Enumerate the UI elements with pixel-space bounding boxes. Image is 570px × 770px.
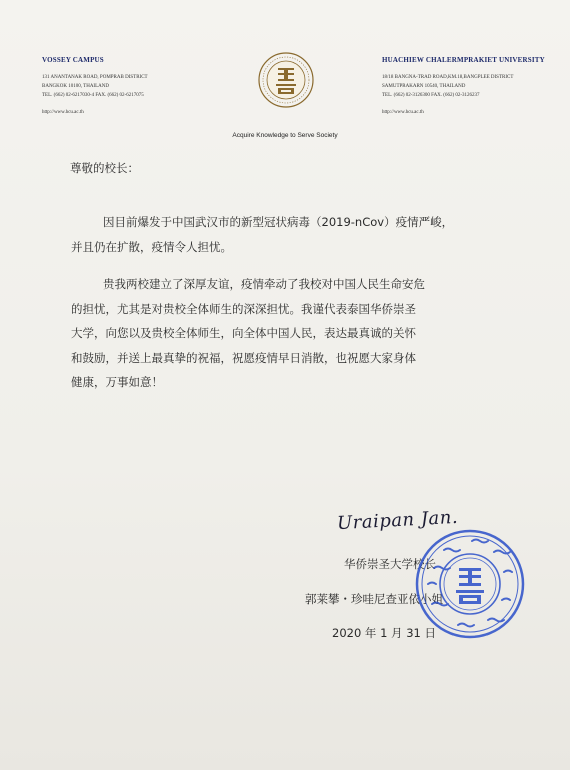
paragraph-2-line-2: 的担忧，尤其是对贵校全体师生的深深担忧。我谨代表泰国华侨崇圣 xyxy=(71,301,416,316)
campus-website: http://www.hcu.ac.th xyxy=(42,110,84,115)
paragraph-2-line-5: 健康，万事如意！ xyxy=(71,375,163,389)
paragraph-1-line-2: 并且仍在扩散，疫情令人担忧。 xyxy=(71,239,232,254)
paragraph-2-line-4: 和鼓励，并送上最真挚的祝福，祝愿疫情早日消散，也祝愿大家身体 xyxy=(71,350,416,365)
university-phone: TEL. (662) 02-3126300 FAX. (662) 02-3126237 xyxy=(382,93,480,98)
university-address-line1: 18/18 BANGNA-TRAD ROAD,KM.18,BANGPLEE DISTRICT xyxy=(382,75,514,80)
signer-title: 华侨崇圣大学校长 xyxy=(344,557,436,571)
university-seal-stamp-icon xyxy=(414,528,526,640)
letterhead-right xyxy=(382,56,562,117)
letter-paragraph-1 xyxy=(71,210,528,259)
paragraph-1-line-1: 因目前爆发于中国武汉市的新型冠状病毒（2019-nCov）疫情严峻， xyxy=(103,215,454,229)
paragraph-2-line-1: 贵我两校建立了深厚友谊，疫情牵动了我校对中国人民生命安危 xyxy=(103,277,425,291)
handwritten-signature: Uraipan Jan. xyxy=(336,506,459,535)
campus-name: VOSSEY CAMPUS xyxy=(42,56,104,64)
letter-paragraph-2 xyxy=(71,272,528,395)
paragraph-2-line-3: 大学，向您以及贵校全体师生，向全体中国人民，表达最真诚的关怀 xyxy=(71,326,416,340)
campus-address-line2: BANGKOK 10100, THAILAND xyxy=(42,84,109,89)
university-motto: Acquire Knowledge to Serve Society xyxy=(232,132,338,139)
university-website: http://www.hcu.ac.th xyxy=(382,110,424,115)
campus-phone: TEL. (662) 02-6217030-4 FAX. (662) 02-6217075 xyxy=(42,93,144,98)
university-crest-icon xyxy=(256,50,316,110)
university-name: HUACHIEW CHALERMPRAKIET UNIVERSITY xyxy=(382,56,545,64)
signature-date: 2020 年 1 月 31 日 xyxy=(332,626,436,640)
letterhead-left xyxy=(42,56,212,117)
signer-name: 郭莱攀・珍哇尼查亚依小姐 xyxy=(305,592,443,606)
campus-address-line1: 131 ANANTANAK ROAD, POMPRAB DISTRICT xyxy=(42,75,148,80)
letter-salutation: 尊敬的校长： xyxy=(70,161,139,175)
university-address-line2: SAMUTPRAKARN 10540, THAILAND xyxy=(382,84,466,89)
